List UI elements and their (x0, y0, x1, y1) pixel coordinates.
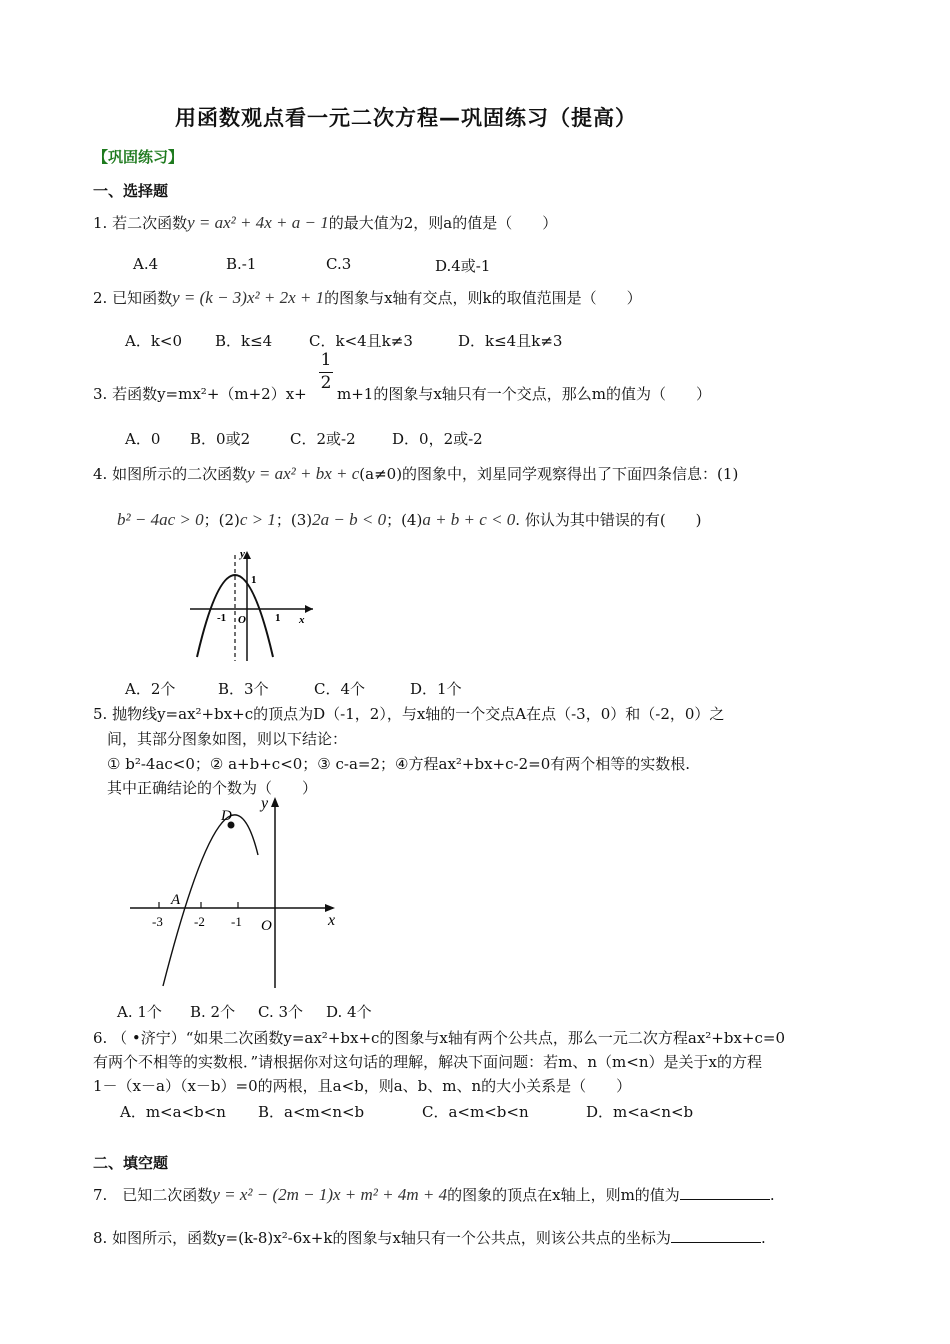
q5-line-4: 其中正确结论的个数为（ ） (107, 779, 318, 797)
q4-label-x: x (299, 614, 305, 626)
q1-option-a: A.4 (133, 255, 159, 273)
q5-y-arrow (271, 797, 279, 807)
q6-option-a: A．m<a<b<n (120, 1103, 226, 1121)
q4-conditions (117, 509, 702, 530)
q5-line-1: 5. 抛物线y=ax²+bx+c的顶点为D（-1，2），与x轴的一个交点A在点（-3，0）和（-2，0）之 (93, 705, 725, 723)
q5-line-3: ① b²-4ac<0；② a+b+c<0；③ c-a=2；④方程ax²+bx+c-2=0有两个相等的实数根. (107, 755, 691, 773)
q7-answer-blank[interactable] (680, 1185, 770, 1200)
q4-option-d: D．1个 (410, 680, 462, 698)
q5-label-D: D (221, 808, 232, 824)
q7-period: . (769, 1186, 775, 1204)
question-2 (93, 287, 642, 308)
q7-text-b: 的图象的顶点在x轴上，则m的值为 (447, 1186, 680, 1204)
q4-condition-2: c > 1 (239, 510, 276, 529)
q4-text-a: 4. 如图所示的二次函数 (93, 465, 248, 483)
q5-label-neg3: -3 (152, 914, 163, 929)
q4-label-1-x: 1 (275, 612, 281, 624)
q4-option-c: C．4个 (314, 680, 366, 698)
q2-text-a: 2. 已知函数 (93, 289, 173, 307)
q6-option-c: C．a<m<b<n (422, 1103, 529, 1121)
part1-heading: 一、选择题 (93, 182, 169, 200)
q4-sep-4: ；(4) (386, 511, 423, 529)
q5-option-b: B. 2个 (190, 1003, 236, 1021)
q4-text-c: . 你认为其中错误的有( ) (515, 511, 702, 529)
q4-label-neg1: -1 (217, 612, 227, 624)
question-8 (93, 1227, 766, 1248)
q3-option-d: D．0，2或-2 (392, 430, 483, 448)
part2-heading: 二、填空题 (93, 1154, 169, 1172)
q5-line-2: 间，其部分图象如图，则以下结论： (107, 730, 348, 748)
q4-sep-2: ；(2) (203, 511, 240, 529)
q3-option-c: C．2或-2 (290, 430, 356, 448)
q2-option-b: B．k≤4 (215, 332, 273, 350)
q2-formula: y = (k − 3)x² + 2x + 1 (172, 288, 325, 307)
page-title: 用函数观点看一元二次方程—巩固练习（提高） (175, 106, 637, 130)
q5-x-arrow (325, 904, 335, 912)
q4-condition-1: b² − 4ac > 0 (117, 510, 204, 529)
q3-fraction-denominator: 2 (320, 373, 332, 393)
q4-condition-4: a + b + c < 0 (422, 510, 516, 529)
q6-line-1: 6. （ •济宁）“如果二次函数y=ax²+bx+c的图象与x轴有两个公共点，那么一元二次方程ax²+bx+c=0 (93, 1029, 786, 1047)
q1-text-b: 的最大值为2，则a的值是（ ） (328, 214, 558, 232)
question-4 (93, 463, 738, 484)
q4-option-b: B．3个 (218, 680, 269, 698)
q4-option-a: A．2个 (125, 680, 176, 698)
q7-formula: y = x² − (2m − 1)x + m² + 4m + 4 (212, 1185, 448, 1204)
question-7 (93, 1184, 775, 1205)
q8-period: . (760, 1229, 766, 1247)
q5-label-neg2: -2 (194, 914, 205, 929)
q1-option-b: B.-1 (226, 255, 257, 273)
q5-label-origin: O (261, 918, 272, 934)
q1-option-c: C.3 (326, 255, 352, 273)
q3-option-a: A．0 (125, 430, 161, 448)
q8-text-a: 8. 如图所示，函数y=(k-8)x²-6x+k的图象与x轴只有一个公共点，则该公共点的坐标为 (93, 1229, 671, 1247)
q2-text-b: 的图象与x轴有交点，则k的取值范围是（ ） (324, 289, 642, 307)
q5-label-x: x (328, 912, 336, 929)
q6-line-2: 有两个不相等的实数根．”请根据你对这句话的理解，解决下面问题：若m、n（m<n）是关于x的方程 (93, 1053, 762, 1071)
q4-label-1-y: 1 (251, 574, 257, 586)
question-1 (93, 212, 557, 233)
q6-line-3: 1－（x－a）（x－b）=0的两根，且a<b，则a、b、m、n的大小关系是（ ） (93, 1077, 632, 1095)
q3-text-b: m+1的图象与x轴只有一个交点，那么m的值为（ ） (337, 385, 712, 403)
q3-fraction-numerator: 1 (320, 350, 332, 370)
q2-option-d: D．k≤4且k≠3 (458, 332, 563, 350)
q5-option-a: A. 1个 (117, 1003, 162, 1021)
q3-text-a: 3. 若函数y=mx²+（m+2）x+ (93, 385, 307, 403)
q4-text-b: (a≠0)的图象中，刘星同学观察得出了下面四条信息：(1) (359, 465, 739, 483)
q4-graph (185, 545, 325, 665)
q3-fraction (319, 350, 333, 393)
q4-formula: y = ax² + bx + c (247, 464, 360, 483)
q6-option-d: D．m<a<n<b (586, 1103, 694, 1121)
q5-label-y: y (261, 795, 269, 812)
q1-formula: y = ax² + 4x + a − 1 (187, 213, 329, 232)
q4-label-y: y (240, 548, 245, 560)
q7-text-a: 7. 已知二次函数 (93, 1186, 213, 1204)
q4-x-arrow (305, 605, 313, 613)
q1-text-a: 1. 若二次函数 (93, 214, 188, 232)
q6-option-b: B．a<m<n<b (258, 1103, 365, 1121)
q1-option-d: D.4或-1 (435, 257, 491, 275)
q5-option-d: D. 4个 (326, 1003, 372, 1021)
q3-option-b: B．0或2 (190, 430, 251, 448)
q4-sep-3: ；(3) (275, 511, 313, 529)
q2-option-c: C．k<4且k≠3 (309, 332, 413, 350)
section-tag: 【巩固练习】 (93, 148, 184, 166)
q4-label-origin: O (238, 614, 246, 626)
q5-option-c: C. 3个 (258, 1003, 304, 1021)
q5-graph (125, 792, 350, 992)
q4-parabola (197, 575, 273, 657)
q5-label-A: A (171, 892, 181, 908)
q4-condition-3: 2a − b < 0 (312, 510, 387, 529)
q8-answer-blank[interactable] (671, 1228, 761, 1243)
q5-label-neg1: -1 (231, 914, 242, 929)
q2-option-a: A．k<0 (125, 332, 183, 350)
